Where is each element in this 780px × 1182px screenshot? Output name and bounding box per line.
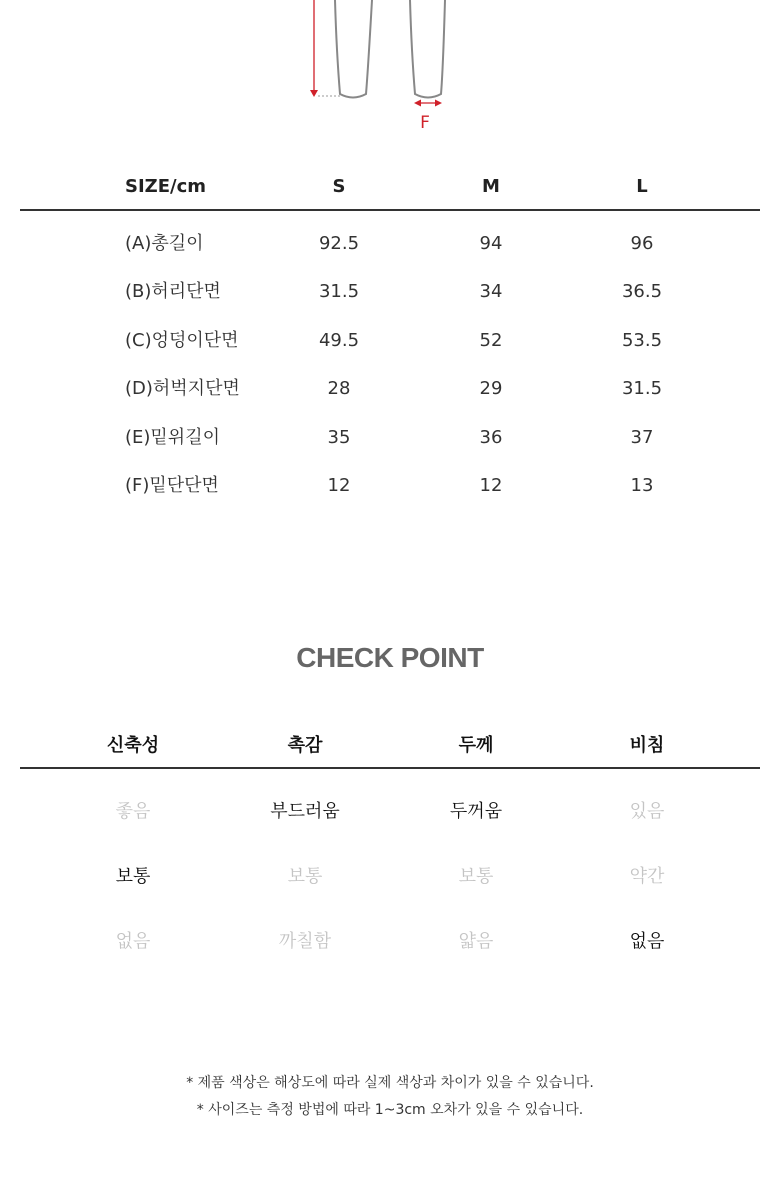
header-texture: 촉감 [287,735,323,756]
size-header-s: S [332,176,346,197]
option-texture: 부드러움 [270,801,340,822]
length-arrow-head [310,90,318,97]
check-point-title: CHECK POINT [296,642,484,673]
cell-m: 12 [479,474,503,496]
option-sheerness: 있음 [629,801,665,822]
cell-m: 29 [479,378,503,400]
pants-diagram [0,0,780,140]
cell-m: 36 [479,426,503,448]
cell-m: 94 [479,233,503,254]
cell-s: 49.5 [318,329,360,351]
check-point-body [20,769,760,974]
table-row [20,462,760,510]
option-texture: 까칠함 [278,931,332,952]
row-label: (F)밑단단면 [125,474,219,496]
color-disclaimer: * 제품 색상은 해상도에 따라 실제 색상과 차이가 있을 수 있습니다. [186,1075,594,1091]
size-disclaimer: * 사이즈는 측정 방법에 따라 1~3cm 오차가 있을 수 있습니다. [196,1102,584,1118]
cell-l: 37 [630,426,654,448]
size-table-header [20,165,760,211]
option-thickness: 두꺼움 [449,801,503,822]
pants-leg-illustration [0,0,780,140]
cell-s: 92.5 [318,233,360,254]
header-elasticity: 신축성 [106,735,160,756]
cell-l: 13 [630,474,654,496]
option-elasticity: 없음 [115,931,151,952]
option-sheerness: 약간 [629,866,665,887]
header-thickness: 두께 [458,735,494,756]
cell-s: 28 [327,378,351,400]
hem-label-f: F [420,113,430,133]
check-point-header [20,725,760,769]
option-elasticity: 보통 [115,866,151,887]
check-point-table [20,725,760,974]
table-row [20,268,760,316]
size-header-m: M [482,176,500,197]
option-elasticity: 좋음 [115,801,151,822]
size-header-l: L [636,176,648,197]
cell-s: 12 [327,474,351,496]
cell-l: 53.5 [621,329,663,351]
option-thickness: 보통 [458,866,494,887]
table-row [20,779,760,844]
cell-s: 31.5 [318,281,360,303]
table-row [20,844,760,909]
cell-l: 31.5 [621,378,663,400]
size-header-label: SIZE/cm [125,176,207,197]
row-label: (E)밑위길이 [125,426,220,448]
table-row [20,414,760,462]
option-texture: 보통 [287,866,323,887]
cell-l: 36.5 [621,281,663,303]
row-label: (D)허벅지단면 [125,378,240,400]
table-row [20,365,760,413]
table-row [20,220,760,268]
header-sheerness: 비침 [629,735,665,756]
option-sheerness: 없음 [629,931,665,952]
option-thickness: 얇음 [458,931,494,952]
cell-s: 35 [327,426,351,448]
row-label: (B)허리단면 [125,281,221,303]
size-table [20,165,760,510]
disclaimer-notes [0,1070,780,1124]
row-label: (A)총길이 [125,233,204,254]
table-row [20,909,760,974]
row-label: (C)엉덩이단면 [125,329,239,351]
size-table-body [20,211,760,510]
cell-m: 34 [479,281,503,303]
cell-m: 52 [479,329,503,351]
table-row [20,317,760,365]
cell-l: 96 [630,233,654,254]
